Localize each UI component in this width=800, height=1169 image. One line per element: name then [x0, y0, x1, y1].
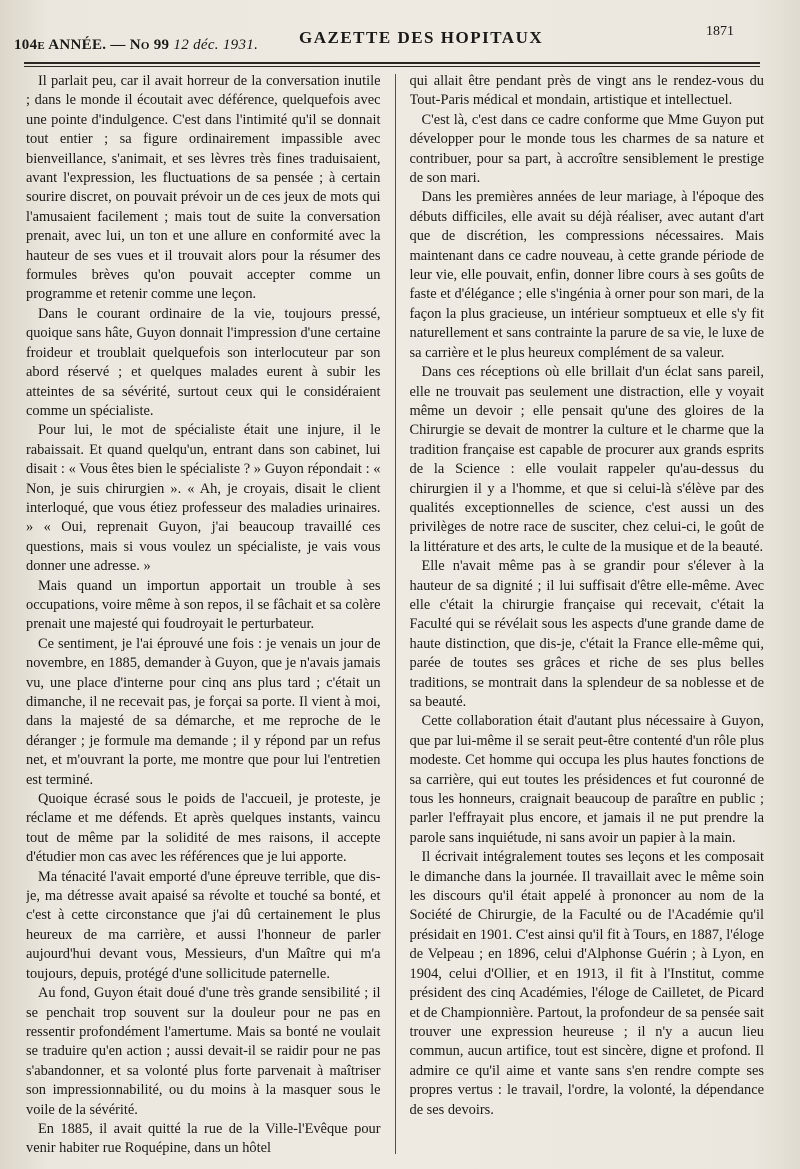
paragraph: C'est là, c'est dans ce cadre conforme que Mme Guyon put développer pour le monde tous les charmes de sa nature et contribuer, pour sa part, à accroître sensiblement le prestige de son mari.: [409, 111, 765, 187]
paragraph: En 1885, il avait quitté la rue de la Ville-l'Evêque pour venir habiter rue Roquépine, dans un hôtel: [26, 1120, 381, 1157]
paragraph: Pour lui, le mot de spécialiste était une injure, il le rabaissait. Et quand quelqu'un, entrant dans son cabinet, lui disait : « Vous êtes bien le spécialiste ? » Guyon répondait : « Non, je suis chirurgien ». « Ah, je croyais, disait le client interloqué, que vous étiez professeur des maladies urinaires. » « Oui, reprenait Guyon, j'ai beaucoup travaillé ces questions, mais si vous voulez un spécialiste, je vais vous donner une adresse. »: [26, 422, 381, 575]
issue-date: [14, 37, 258, 54]
paragraph: Dans le courant ordinaire de la vie, toujours pressé, quoique sans hâte, Guyon donnait l'impression d'une certaine froideur et troublait quelquefois son interlocuteur par son abord réservé ; et quelques malades eurent à subir les atteintes de sa sévérité, surtout ceux qui le considéraient comme un spécialiste.: [26, 305, 381, 419]
journal-title: GAZETTE DES HOPITAUX: [299, 28, 544, 47]
issue-number: 104e ANNÉE. — No 99: [14, 37, 170, 53]
paragraph: Ma ténacité l'avait emporté d'une épreuve terrible, que dis-je, ma détresse avait apaisé sa révolte et touché sa bonté, et c'est à cette circonstance que j'ai dû certainement le plus heureux de ma carrière, et aussi l'honneur de parler aujourd'hui devant vous, Messieurs, d'un Maître qui m'a toujours, depuis, protégé d'une sollicitude paternelle.: [26, 868, 381, 982]
paragraph: Elle n'avait même pas à se grandir pour s'élever à la hauteur de sa dignité ; il lui suffisait d'être elle-même. Avec elle c'était la chirurgie française qui recevait, c'était la Faculté qui se révélait sous les aspects d'une grande dame de haute distinction, que dis-je, c'était la France elle-même qui, parée de toutes ses grâces et riche de ses plus belles traditions, se montrait dans la splendeur de sa noblesse et de sa beauté.: [409, 558, 765, 710]
text-columns: [26, 72, 764, 1157]
page-header: [14, 18, 782, 54]
paragraph: Au fond, Guyon était doué d'une très grande sensibilité ; il se penchait trop souvent sur la douleur pour ne pas en ressentir profondément l'amertume. Mais sa bonté ne voulait se traduire qu'en action ; aussi devait-il se raidir pour ne pas s'abandonner, et sa volonté plus forte parvenait à maîtriser son impressionnabilité, ou du moins à la masquer sous le voile de la sévérité.: [26, 985, 381, 1118]
paragraph: Ce sentiment, je l'ai éprouvé une fois : je venais un jour de novembre, en 1885, demander à Guyon, que je n'avais jamais vu, une place d'interne pour cinq ans plus tard ; c'était un dimanche, il ne recevait pas, je forçai sa porte. Il vient à moi, dans la majesté de sa démarche, et me reproche de le déranger ; je formule ma demande ; il y répond par un refus net, et m'ouvrant la porte, me montre que pour lui l'entretien est terminé.: [26, 635, 381, 788]
paragraph: Dans ces réceptions où elle brillait d'un éclat sans pareil, elle ne trouvait pas seulement une distraction, elle y voyait même un devoir ; elle pensait qu'une des gloires de la Chirurgie se devait de montrer la culture et le charme que la tradition française est capable de procurer aux grands esprits de la Science : elle voulait rappeler qu'au-dessus du chirurgien il y a l'homme, et que si celui-là s'élève par des qualités exceptionnelles de science, c'est aussi un des privilèges de notre race de susciter, chez celui-ci, le goût de la littérature et des arts, le culte de la musique et de la beauté.: [409, 364, 765, 555]
header-rule: [24, 62, 760, 64]
header-rule-thin: [24, 66, 760, 67]
right-column: [410, 72, 765, 1157]
paragraph: Mais quand un importun apportait un trouble à ses occupations, voire même à son repos, il se fâchait et sa colère prenait une majesté qui foudroyait le perturbateur.: [26, 577, 381, 633]
page-number: 1871: [706, 24, 734, 39]
paragraph: Cette collaboration était d'autant plus nécessaire à Guyon, que par lui-même il se serait peut-être contenté d'un rôle plus modeste. Cet homme qui occupa les plus hautes fonctions de sa carrière, qui eut toutes les présidences et fut couronné de tous les honneurs, craignait beaucoup de paraître en public ; parler l'effrayait plus encore, et jamais il ne put prendre la parole sans inquiétude, ni sans avoir un papier à la main.: [409, 713, 765, 846]
column-divider: [395, 74, 396, 1154]
issue-date-text: 12 déc. 1931.: [173, 37, 259, 53]
paragraph: Il écrivait intégralement toutes ses leçons et les composait le dimanche dans la journée. Il travaillait avec le même soin les discours qu'il était appelé à prononcer au nom de la Société de Chirurgie, de la Faculté ou de l'Académie qu'il présidait en 1901. C'est ainsi qu'il fit à Tours, en 1887, l'éloge de Velpeau ; en 1896, celui d'Alphonse Guérin ; à Lyon, en 1904, celui d'Ollier, et en 1913, il fit à l'Institut, comme président des cinq Académies, l'éloge de Cailletet, de Picard et de Championnière. Partout, la profondeur de sa pensée sait trouver une expression heureuse ; il n'y a aucun lieu commun, aucun artifice, tout est sincère, digne et profond. Il admire ce qu'il aime et vante sans s'en rendre compte ses propres vertus : le travail, l'ordre, la volonté, la dépendance de ses devoirs.: [409, 849, 765, 1118]
paragraph: Dans les premières années de leur mariage, à l'époque des débuts difficiles, elle avait su déjà réaliser, avec autant d'art que de discrétion, les compressions nécessaires. Mais maintenant dans ce cadre nouveau, à cette grande période de leur vie, elle pouvait, enfin, donner libre cours à ses goûts de faste et d'élégance ; elle s'ingénia à orner pour son mari, de la façon la plus gracieuse, un intérieur somptueux et elle s'y fit naturellement et sans contrainte la parure de sa vie, le luxe de sa carrière et le plus heureux complément de sa valeur.: [409, 189, 765, 361]
paragraph: qui allait être pendant près de vingt ans le rendez-vous du Tout-Paris médical et mondain, artistique et intellectuel.: [409, 73, 765, 109]
left-column: [26, 72, 381, 1157]
paragraph: Il parlait peu, car il avait horreur de la conversation inutile ; dans le monde il écoutait avec déférence, quelquefois avec une pointe d'indulgence. C'est dans l'intimité qu'il se donnait tout entier ; sa figure ordinairement impassible avec bienveillance, s'animait, et ses lèvres très fines traduisaient, avant l'expression, les fluctuations de sa pensée ; à certain sourire discret, on pouvait prévoir un de ces jeux de mots qui l'amusaient facilement ; mais tout de suite la conversation prenait, avec lui, un ton et une allure en conformité avec la hauteur de ses vues et il trouvait alors pour la résumer des formules brèves qu'on pouvait accepter comme un programme et retenir comme une leçon.: [26, 73, 381, 303]
paragraph: Quoique écrasé sous le poids de l'accueil, je proteste, je réclame et me défends. Et après quelques instants, vaincu tout de même par la solidité de mes raisons, il accepte d'étudier mon cas avec les références que je lui apporte.: [26, 791, 381, 866]
